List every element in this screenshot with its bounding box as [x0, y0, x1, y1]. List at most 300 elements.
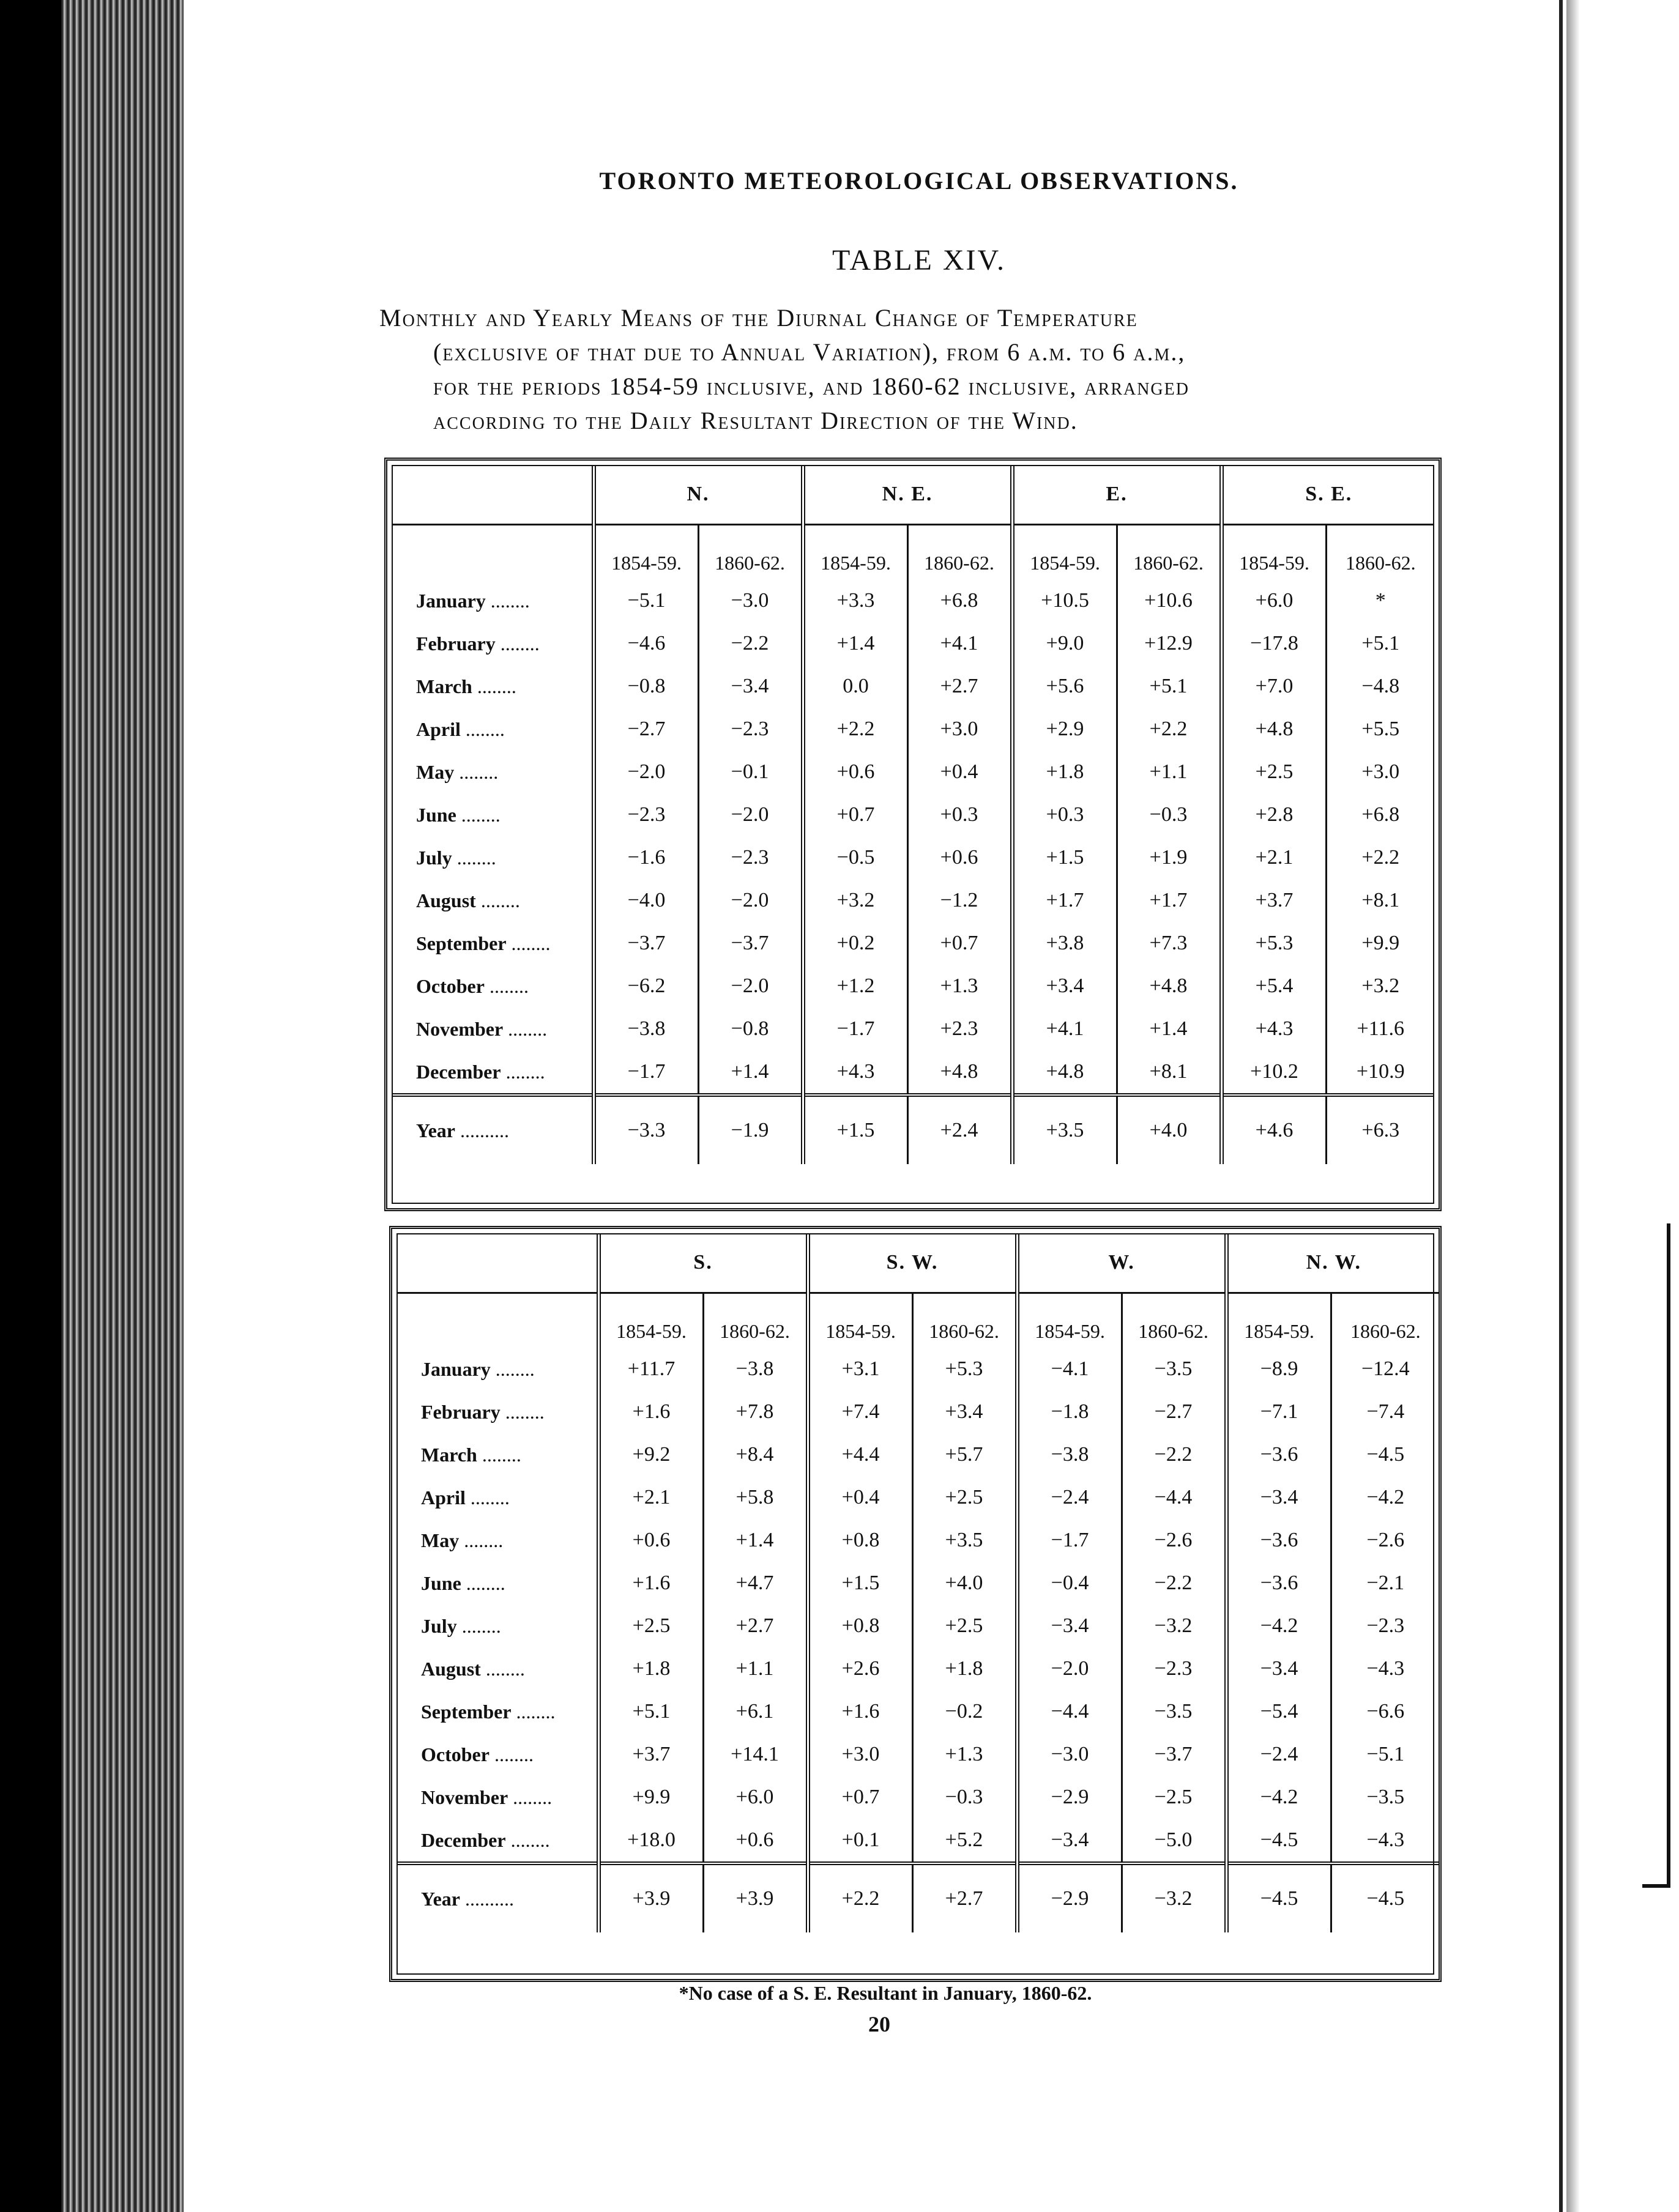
value-cell: +2.7 [703, 1605, 808, 1647]
value-cell: +2.6 [808, 1647, 912, 1690]
value-cell: −0.3 [912, 1776, 1017, 1819]
table-row [396, 1348, 1439, 1390]
value-cell: −4.1 [1017, 1348, 1122, 1390]
value-cell: +5.7 [912, 1433, 1017, 1476]
month-name: April [416, 718, 461, 740]
value-cell: +1.6 [598, 1562, 703, 1605]
value-cell: +5.5 [1326, 708, 1434, 751]
month-name: September [416, 932, 507, 954]
month-name: July [416, 846, 452, 869]
table-row [392, 1050, 1434, 1095]
month-label: April ........ [421, 1486, 510, 1509]
value-cell: +6.8 [1326, 793, 1434, 836]
value-cell: +0.3 [1012, 793, 1117, 836]
value-cell: +0.4 [907, 751, 1012, 793]
value-cell: +0.8 [808, 1605, 912, 1647]
value-cell: +11.7 [598, 1348, 703, 1390]
period-header: 1854-59. [594, 525, 698, 580]
value-cell: +0.6 [703, 1819, 808, 1863]
value-cell: +1.8 [598, 1647, 703, 1690]
wind-direction-header: N. E. [803, 465, 1012, 525]
value-cell: +2.5 [912, 1476, 1017, 1519]
value-cell: +5.2 [912, 1819, 1017, 1863]
month-label: January ........ [421, 1357, 535, 1380]
value-cell: −3.5 [1122, 1348, 1226, 1390]
value-cell: −2.3 [1331, 1605, 1439, 1647]
month-label: November ........ [416, 1017, 548, 1040]
value-cell: +5.8 [703, 1476, 808, 1519]
year-value-cell: −3.3 [594, 1095, 698, 1164]
month-name: November [416, 1017, 504, 1040]
year-value-cell: +3.5 [1012, 1095, 1117, 1164]
value-cell: −7.4 [1331, 1390, 1439, 1433]
value-cell: +4.4 [808, 1433, 912, 1476]
value-cell: −4.5 [1331, 1433, 1439, 1476]
year-value-cell: +4.6 [1221, 1095, 1326, 1164]
value-cell: +9.9 [1326, 922, 1434, 965]
year-label: Year .......... [392, 1095, 594, 1164]
table-row [392, 579, 1434, 622]
value-cell: +2.2 [803, 708, 907, 751]
value-cell: −0.1 [698, 751, 803, 793]
month-name: October [416, 974, 485, 997]
value-cell: +1.9 [1117, 836, 1221, 879]
value-cell: −5.0 [1122, 1819, 1226, 1863]
month-label: December ........ [421, 1828, 550, 1851]
period-header: 1854-59. [1017, 1293, 1122, 1348]
year-value-cell: +3.9 [598, 1863, 703, 1932]
wind-direction-header: N. [594, 465, 803, 525]
month-label: February ........ [421, 1400, 545, 1423]
table-row [392, 665, 1434, 708]
value-cell: +10.5 [1012, 579, 1117, 622]
month-name: November [421, 1786, 508, 1808]
value-cell: −2.0 [698, 879, 803, 922]
value-cell: −0.4 [1017, 1562, 1122, 1605]
value-cell: +8.4 [703, 1433, 808, 1476]
year-value-cell: +4.0 [1117, 1095, 1221, 1164]
table-title: TABLE XIV. [832, 244, 1006, 276]
period-header: 1860-62. [698, 525, 803, 580]
value-cell: −2.0 [698, 793, 803, 836]
value-cell: −17.8 [1221, 622, 1326, 665]
value-cell: +1.3 [907, 965, 1012, 1008]
period-header: 1854-59. [1226, 1293, 1331, 1348]
value-cell: +0.4 [808, 1476, 912, 1519]
year-value-cell: −1.9 [698, 1095, 803, 1164]
table-row [396, 1605, 1439, 1647]
value-cell: −2.4 [1017, 1476, 1122, 1519]
value-cell: −2.5 [1122, 1776, 1226, 1819]
month-label: June ........ [421, 1572, 505, 1594]
value-cell: +0.7 [808, 1776, 912, 1819]
value-cell: −1.2 [907, 879, 1012, 922]
value-cell: +3.1 [808, 1348, 912, 1390]
value-cell: −3.7 [594, 922, 698, 965]
table-row [396, 1819, 1439, 1863]
value-cell: −3.6 [1226, 1519, 1331, 1562]
value-cell: +7.0 [1221, 665, 1326, 708]
wind-direction-header: N. W. [1226, 1233, 1439, 1293]
month-name: May [421, 1529, 460, 1551]
value-cell: +2.8 [1221, 793, 1326, 836]
value-cell: −2.9 [1017, 1776, 1122, 1819]
value-cell: −8.9 [1226, 1348, 1331, 1390]
value-cell: +0.6 [598, 1519, 703, 1562]
value-cell: −3.4 [1226, 1647, 1331, 1690]
value-cell: +1.7 [1117, 879, 1221, 922]
value-cell: −2.3 [698, 836, 803, 879]
period-header: 1854-59. [808, 1293, 912, 1348]
value-cell: −2.3 [1122, 1647, 1226, 1690]
year-label-text: Year [421, 1887, 460, 1910]
value-cell: +2.2 [1117, 708, 1221, 751]
value-cell: +12.9 [1117, 622, 1221, 665]
value-cell: −0.8 [594, 665, 698, 708]
value-cell: +14.1 [703, 1733, 808, 1776]
value-cell: +3.3 [803, 579, 907, 622]
table-row [392, 1008, 1434, 1050]
value-cell: +10.9 [1326, 1050, 1434, 1095]
month-label: October ........ [416, 974, 529, 997]
value-cell: −1.7 [594, 1050, 698, 1095]
value-cell: +3.5 [912, 1519, 1017, 1562]
caption-line: according to the Daily Resultant Direction of the Wind. [433, 407, 1078, 434]
table-row [392, 879, 1434, 922]
table-row [392, 836, 1434, 879]
month-name: June [421, 1572, 461, 1594]
value-cell: +7.8 [703, 1390, 808, 1433]
table-row [396, 1476, 1439, 1519]
period-header: 1860-62. [1326, 525, 1434, 580]
value-cell: +2.5 [598, 1605, 703, 1647]
value-cell: +3.8 [1012, 922, 1117, 965]
value-cell: +10.2 [1221, 1050, 1326, 1095]
value-cell: −1.7 [803, 1008, 907, 1050]
year-value-cell: +2.7 [912, 1863, 1017, 1932]
period-header: 1860-62. [907, 525, 1012, 580]
month-name: June [416, 803, 456, 826]
value-cell: −3.6 [1226, 1562, 1331, 1605]
value-cell: +1.6 [598, 1390, 703, 1433]
value-cell: −6.2 [594, 965, 698, 1008]
value-cell: +1.4 [698, 1050, 803, 1095]
value-cell: −3.6 [1226, 1433, 1331, 1476]
value-cell: +2.2 [1326, 836, 1434, 879]
month-name: August [416, 889, 476, 911]
year-label: Year .......... [396, 1863, 598, 1932]
value-cell: +3.7 [1221, 879, 1326, 922]
value-cell: −4.6 [594, 622, 698, 665]
value-cell: +2.3 [907, 1008, 1012, 1050]
month-label: March ........ [416, 675, 516, 697]
value-cell: −2.2 [1122, 1433, 1226, 1476]
value-cell: +4.1 [907, 622, 1012, 665]
value-cell: −3.4 [1226, 1476, 1331, 1519]
lower-table [396, 1233, 1439, 1932]
value-cell: +1.4 [1117, 1008, 1221, 1050]
table-row [392, 965, 1434, 1008]
month-name: March [416, 675, 472, 697]
month-name: December [416, 1060, 501, 1083]
value-cell: +1.6 [808, 1690, 912, 1733]
year-label-text: Year [416, 1119, 455, 1141]
period-header: 1860-62. [912, 1293, 1017, 1348]
value-cell: +9.9 [598, 1776, 703, 1819]
value-cell: −3.8 [1017, 1433, 1122, 1476]
value-cell: +0.7 [803, 793, 907, 836]
year-value-cell: −4.5 [1226, 1863, 1331, 1932]
value-cell: +0.7 [907, 922, 1012, 965]
value-cell: +6.0 [1221, 579, 1326, 622]
month-label: July ........ [421, 1614, 501, 1637]
value-cell: −4.0 [594, 879, 698, 922]
month-name: October [421, 1743, 490, 1765]
month-name: August [421, 1657, 481, 1680]
facing-page-edge [1559, 0, 1679, 2212]
value-cell: +1.8 [1012, 751, 1117, 793]
value-cell: +3.4 [1012, 965, 1117, 1008]
value-cell: +7.3 [1117, 922, 1221, 965]
month-name: February [421, 1400, 501, 1423]
value-cell: +5.1 [1117, 665, 1221, 708]
value-cell: −6.6 [1331, 1690, 1439, 1733]
value-cell: 0.0 [803, 665, 907, 708]
value-cell: −2.7 [594, 708, 698, 751]
table-caption [379, 301, 1444, 438]
month-name: January [416, 589, 486, 612]
value-cell: −3.8 [703, 1348, 808, 1390]
value-cell: +0.6 [907, 836, 1012, 879]
value-cell: +3.2 [1326, 965, 1434, 1008]
value-cell: −2.6 [1122, 1519, 1226, 1562]
value-cell: +0.6 [803, 751, 907, 793]
month-label: October ........ [421, 1743, 534, 1765]
value-cell: +1.4 [703, 1519, 808, 1562]
period-header: 1854-59. [1221, 525, 1326, 580]
month-name: July [421, 1614, 457, 1637]
month-name: January [421, 1357, 491, 1380]
value-cell: +8.1 [1117, 1050, 1221, 1095]
value-cell: +3.4 [912, 1390, 1017, 1433]
value-cell: +0.1 [808, 1819, 912, 1863]
value-cell: −3.4 [1017, 1605, 1122, 1647]
value-cell: −2.4 [1226, 1733, 1331, 1776]
month-name: May [416, 760, 455, 783]
value-cell: −3.2 [1122, 1605, 1226, 1647]
period-header: 1854-59. [598, 1293, 703, 1348]
value-cell: +2.5 [912, 1605, 1017, 1647]
value-cell: +1.4 [803, 622, 907, 665]
value-cell: +1.1 [703, 1647, 808, 1690]
value-cell: +3.0 [1326, 751, 1434, 793]
value-cell: +3.0 [808, 1733, 912, 1776]
value-cell: +2.7 [907, 665, 1012, 708]
wind-direction-header: W. [1017, 1233, 1226, 1293]
value-cell: +0.8 [808, 1519, 912, 1562]
running-head: TORONTO METEOROLOGICAL OBSERVATIONS. [599, 167, 1239, 195]
year-value-cell: +6.3 [1326, 1095, 1434, 1164]
month-label: June ........ [416, 803, 501, 826]
value-cell: −12.4 [1331, 1348, 1439, 1390]
page-number: 20 [868, 2012, 890, 2036]
month-label: April ........ [416, 718, 505, 740]
month-label: March ........ [421, 1443, 521, 1466]
value-cell: −2.3 [594, 793, 698, 836]
month-label: September ........ [421, 1700, 556, 1723]
year-value-cell: −2.9 [1017, 1863, 1122, 1932]
period-header: 1860-62. [1117, 525, 1221, 580]
year-value-cell: +1.5 [803, 1095, 907, 1164]
value-cell: +3.0 [907, 708, 1012, 751]
value-cell: −3.8 [594, 1008, 698, 1050]
value-cell: −4.3 [1331, 1647, 1439, 1690]
value-cell: −4.2 [1331, 1476, 1439, 1519]
year-row [392, 1095, 1434, 1164]
year-value-cell: +2.4 [907, 1095, 1012, 1164]
month-label: August ........ [421, 1657, 525, 1680]
value-cell: +2.9 [1012, 708, 1117, 751]
month-name: February [416, 632, 496, 655]
table-row [396, 1390, 1439, 1433]
value-cell: +2.1 [598, 1476, 703, 1519]
period-header: 1860-62. [1331, 1293, 1439, 1348]
value-cell: −3.4 [1017, 1819, 1122, 1863]
table-row [396, 1776, 1439, 1819]
value-cell: +5.1 [598, 1690, 703, 1733]
value-cell: −1.8 [1017, 1390, 1122, 1433]
value-cell: +4.3 [1221, 1008, 1326, 1050]
table-row [396, 1562, 1439, 1605]
value-cell: −3.0 [698, 579, 803, 622]
month-label: July ........ [416, 846, 496, 869]
table-row [392, 793, 1434, 836]
table-row [392, 708, 1434, 751]
table-row [396, 1433, 1439, 1476]
wind-direction-header: E. [1012, 465, 1221, 525]
month-label: November ........ [421, 1786, 553, 1808]
year-value-cell: −3.2 [1122, 1863, 1226, 1932]
value-cell: −4.5 [1226, 1819, 1331, 1863]
value-cell: +5.3 [1221, 922, 1326, 965]
month-label: May ........ [421, 1529, 504, 1551]
value-cell: −2.0 [594, 751, 698, 793]
period-header: 1854-59. [803, 525, 907, 580]
table-row [396, 1690, 1439, 1733]
month-name: September [421, 1700, 512, 1723]
month-label: December ........ [416, 1060, 545, 1083]
value-cell: −7.1 [1226, 1390, 1331, 1433]
value-cell: +9.0 [1012, 622, 1117, 665]
value-cell: +4.8 [1012, 1050, 1117, 1095]
value-cell: −2.0 [698, 965, 803, 1008]
value-cell: +0.2 [803, 922, 907, 965]
value-cell: +3.7 [598, 1733, 703, 1776]
month-name: December [421, 1828, 506, 1851]
value-cell: −4.8 [1326, 665, 1434, 708]
period-header: 1854-59. [1012, 525, 1117, 580]
value-cell: −2.3 [698, 708, 803, 751]
upper-table [392, 465, 1434, 1164]
value-cell: −3.5 [1122, 1690, 1226, 1733]
table-row [396, 1519, 1439, 1562]
value-cell: −3.0 [1017, 1733, 1122, 1776]
value-cell: −4.2 [1226, 1605, 1331, 1647]
value-cell: +1.7 [1012, 879, 1117, 922]
value-cell: +4.8 [1221, 708, 1326, 751]
value-cell: −4.2 [1226, 1776, 1331, 1819]
value-cell: +7.4 [808, 1390, 912, 1433]
table-row [396, 1647, 1439, 1690]
value-cell: +4.1 [1012, 1008, 1117, 1050]
value-cell: +5.1 [1326, 622, 1434, 665]
value-cell: −5.1 [1331, 1733, 1439, 1776]
value-cell: −4.3 [1331, 1819, 1439, 1863]
value-cell: +5.4 [1221, 965, 1326, 1008]
month-label: August ........ [416, 889, 520, 911]
value-cell: −2.6 [1331, 1519, 1439, 1562]
caption-line: (exclusive of that due to Annual Variation), from 6 a.m. to 6 a.m., [433, 338, 1186, 366]
value-cell: +4.3 [803, 1050, 907, 1095]
value-cell: +6.8 [907, 579, 1012, 622]
table-row [392, 922, 1434, 965]
month-name: March [421, 1443, 477, 1466]
value-cell: −2.7 [1122, 1390, 1226, 1433]
value-cell: +4.8 [907, 1050, 1012, 1095]
value-cell: +4.8 [1117, 965, 1221, 1008]
caption-line: for the periods 1854-59 inclusive, and 1860-62 inclusive, arranged [433, 373, 1189, 400]
value-cell: +9.2 [598, 1433, 703, 1476]
value-cell: +1.8 [912, 1647, 1017, 1690]
value-cell: −1.7 [1017, 1519, 1122, 1562]
month-label: February ........ [416, 632, 540, 655]
value-cell: +4.0 [912, 1562, 1017, 1605]
value-cell: +5.6 [1012, 665, 1117, 708]
wind-direction-header: S. E. [1221, 465, 1434, 525]
month-label: January ........ [416, 589, 530, 612]
wind-direction-header: S. W. [808, 1233, 1017, 1293]
value-cell: −3.5 [1331, 1776, 1439, 1819]
value-cell: +1.5 [1012, 836, 1117, 879]
value-cell: −0.8 [698, 1008, 803, 1050]
year-value-cell: +3.9 [703, 1863, 808, 1932]
table-row [396, 1733, 1439, 1776]
period-header: 1860-62. [1122, 1293, 1226, 1348]
month-label: September ........ [416, 932, 551, 954]
period-header: 1860-62. [703, 1293, 808, 1348]
value-cell: −5.1 [594, 579, 698, 622]
value-cell: +2.1 [1221, 836, 1326, 879]
value-cell: +5.3 [912, 1348, 1017, 1390]
value-cell: +0.3 [907, 793, 1012, 836]
value-cell: +6.1 [703, 1690, 808, 1733]
value-cell: −0.2 [912, 1690, 1017, 1733]
value-cell: −2.1 [1331, 1562, 1439, 1605]
month-name: April [421, 1486, 466, 1509]
value-cell: +4.7 [703, 1562, 808, 1605]
value-cell: +8.1 [1326, 879, 1434, 922]
value-cell: +1.2 [803, 965, 907, 1008]
value-cell: +18.0 [598, 1819, 703, 1863]
value-cell: +1.3 [912, 1733, 1017, 1776]
value-cell: −3.7 [698, 922, 803, 965]
wind-direction-header: S. [598, 1233, 808, 1293]
month-label: May ........ [416, 760, 499, 783]
value-cell: −4.4 [1122, 1476, 1226, 1519]
scan-margin [0, 0, 61, 2212]
value-cell: −4.4 [1017, 1690, 1122, 1733]
year-value-cell: +2.2 [808, 1863, 912, 1932]
